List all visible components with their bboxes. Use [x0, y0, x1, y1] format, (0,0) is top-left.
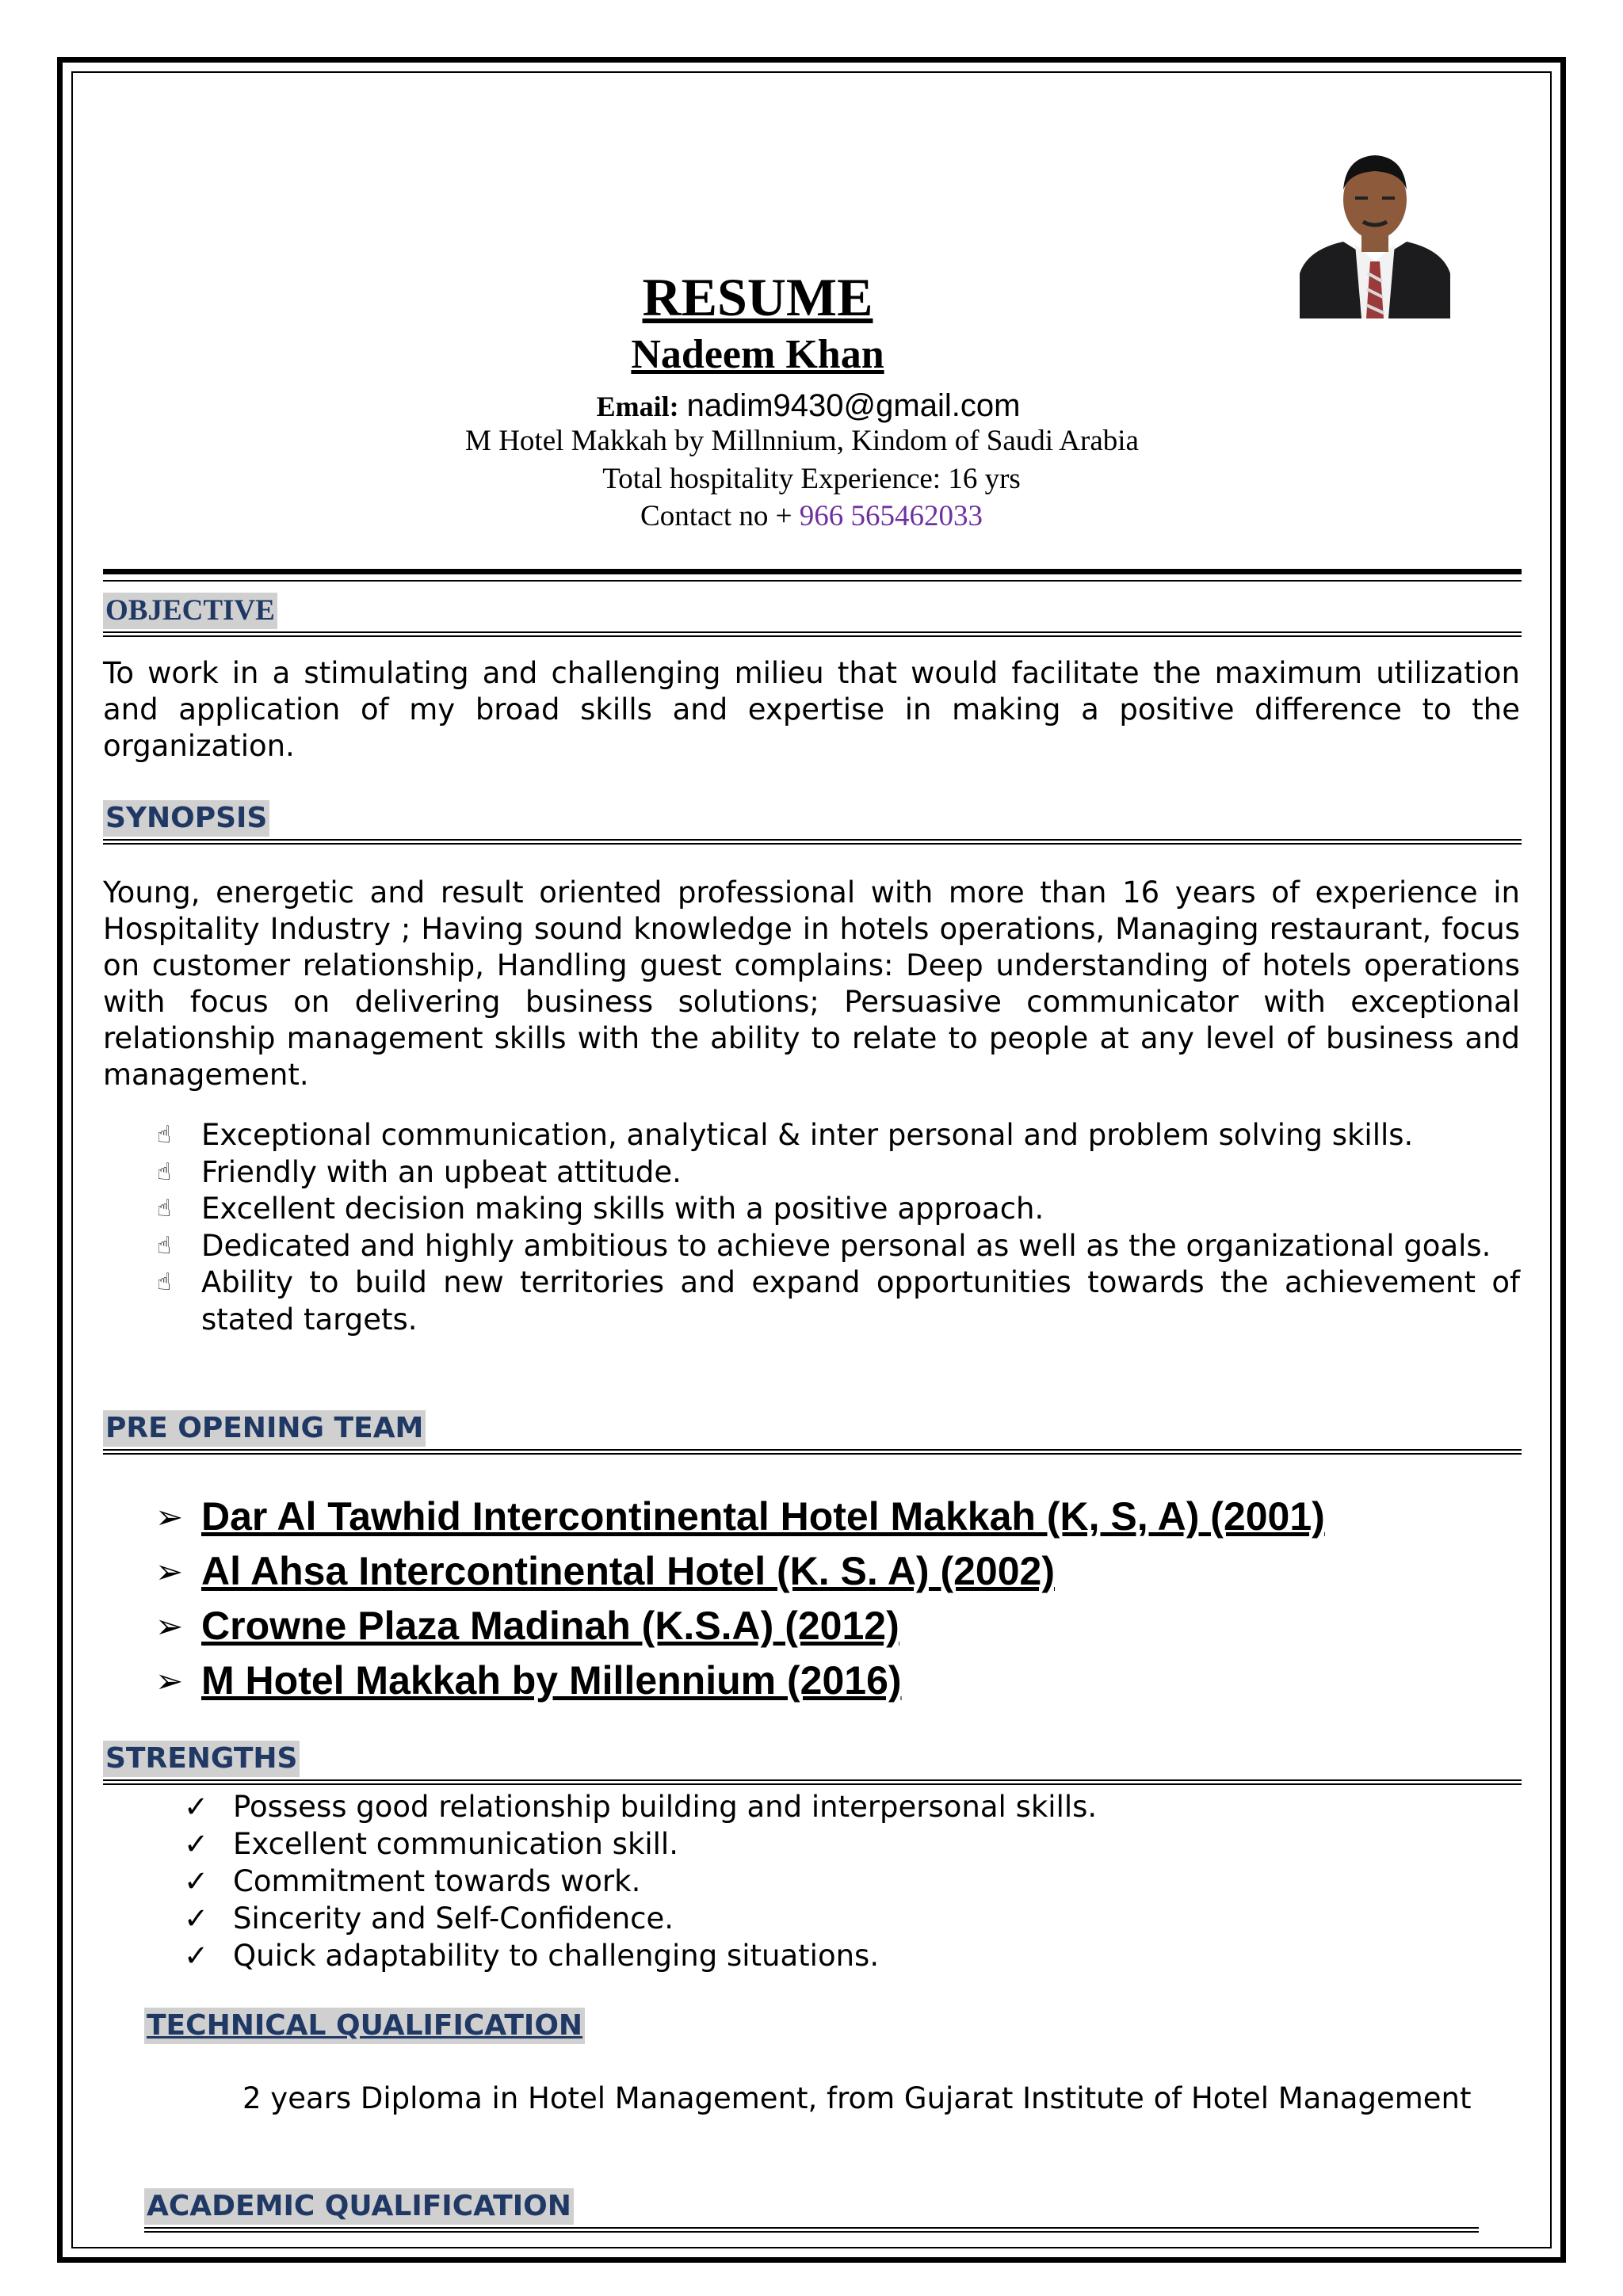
pre-opening-heading: PRE OPENING TEAM — [103, 1410, 426, 1447]
pre-opening-list — [155, 1489, 1325, 1708]
arrow-bullet-icon: ➢ — [155, 1498, 184, 1535]
contact-number: 966 565462033 — [799, 500, 983, 532]
checkmark-icon: ✓ — [184, 1790, 209, 1824]
academic-rule — [144, 2227, 1479, 2233]
synopsis-rule — [103, 839, 1522, 845]
list-item: ✓ Possess good relationship building and interpersonal skills. — [184, 1790, 1098, 1824]
resume-title: RESUME — [642, 267, 873, 327]
synopsis-text: Young, energetic and result oriented professional with more than 16 years of experience in Hospitality Industry ; Having sound knowledge in hotels operations, Managing restaurant, focus on customer relationship, Handling guest complains: Deep understanding of hotels operations with focus on delivering business solutions; Persuasive communicator with exceptional relationship management skills with the ability to relate to people at any level of business and management. — [103, 875, 1520, 1092]
list-item: ☝ Friendly with an upbeat attitude. — [103, 1154, 1520, 1192]
list-item: ☝ Dedicated and highly ambitious to achieve personal as well as the organizational goals. — [103, 1228, 1520, 1265]
list-item: ✓ Quick adaptability to challenging situations. — [184, 1939, 880, 1973]
pointing-hand-icon: ☝ — [157, 1158, 172, 1186]
checkmark-icon: ✓ — [184, 1939, 209, 1973]
email-address: nadim9430@gmail.com — [686, 388, 1021, 423]
arrow-bullet-icon: ➢ — [155, 1662, 184, 1699]
list-item: ✓ Excellent communication skill. — [184, 1827, 678, 1861]
list-item: ➢ Crowne Plaza Madinah (K.S.A) (2012) — [155, 1599, 1325, 1653]
arrow-bullet-icon: ➢ — [155, 1553, 184, 1590]
pointing-hand-icon: ☝ — [157, 1268, 172, 1296]
pre-opening-rule — [103, 1449, 1522, 1455]
synopsis-heading: SYNOPSIS — [103, 800, 269, 837]
contact-line — [0, 499, 1623, 533]
pointing-hand-icon: ☝ — [157, 1231, 172, 1260]
experience-summary: Total hospitality Experience: 16 yrs — [602, 463, 1021, 495]
list-item: ➢ M Hotel Makkah by Millennium (2016) — [155, 1653, 1325, 1708]
pointing-hand-icon: ☝ — [157, 1195, 172, 1222]
list-item: ✓ Sincerity and Self-Confidence. — [184, 1901, 674, 1936]
strengths-list — [184, 1788, 1097, 1974]
synopsis-bullet-list — [103, 1117, 1520, 1338]
contact-label: Contact no + — [640, 500, 792, 532]
list-item: ✓ Commitment towards work. — [184, 1864, 641, 1898]
objective-rule — [103, 631, 1522, 637]
objective-text: To work in a stimulating and challenging milieu that would facilitate the maximum utilization and application of my broad skills and expertise in making a positive difference to the organization. — [103, 656, 1520, 763]
list-item: ☝ Exceptional communication, analytical & inter personal and problem solving skills. — [103, 1117, 1520, 1154]
email-line — [0, 387, 1617, 424]
strengths-heading: STRENGTHS — [103, 1741, 300, 1777]
header-divider-thick — [103, 569, 1522, 574]
strengths-rule — [103, 1779, 1522, 1785]
checkmark-icon: ✓ — [184, 1901, 209, 1936]
email-label: Email: — [596, 391, 679, 422]
checkmark-icon: ✓ — [184, 1827, 209, 1861]
current-hotel: M Hotel Makkah by Millnnium, Kindom of Saudi Arabia — [465, 425, 1139, 457]
technical-heading: TECHNICAL QUALIFICATION — [144, 2008, 585, 2044]
objective-heading: OBJECTIVE — [103, 593, 277, 629]
list-item: ➢ Dar Al Tawhid Intercontinental Hotel Makkah (K, S, A) (2001) — [155, 1489, 1325, 1544]
list-item: ☝ Excellent decision making skills with a positive approach. — [103, 1191, 1520, 1228]
candidate-name: Nadeem Khan — [631, 332, 884, 377]
header-divider-thin — [103, 580, 1522, 582]
pointing-hand-icon: ☝ — [157, 1121, 172, 1149]
list-item: ☝ Ability to build new territories and expand opportunities towards the achievement of stated targets. — [157, 1265, 1520, 1337]
technical-text: 2 years Diploma in Hotel Management, from Gujarat Institute of Hotel Management — [242, 2081, 1472, 2115]
checkmark-icon: ✓ — [184, 1864, 209, 1898]
academic-heading: ACADEMIC QUALIFICATION — [144, 2188, 574, 2225]
list-item: ➢ Al Ahsa Intercontinental Hotel (K. S. A) (2002) — [155, 1544, 1325, 1599]
arrow-bullet-icon: ➢ — [155, 1608, 184, 1645]
